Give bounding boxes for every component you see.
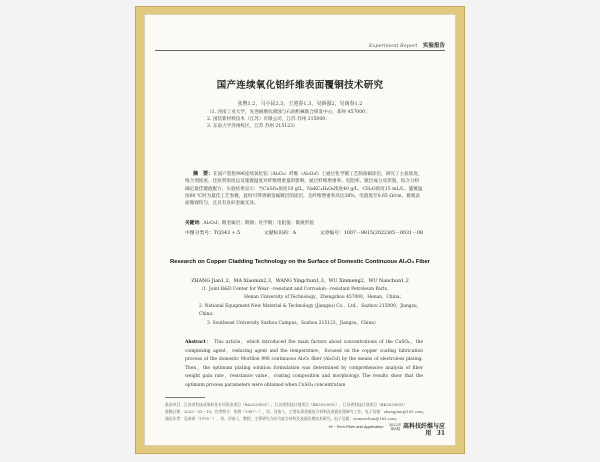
keywords-text: Al₂O₃f；镀金属层；镀铜；化学镀；电阻值；微观形貌 [203, 221, 314, 226]
page-footer [325, 423, 445, 437]
journal-issue: 第5期 [390, 427, 400, 431]
page-number: 31 [436, 430, 445, 437]
document-code: 文献标识码：A [263, 231, 297, 236]
paper-title-en: Research on Copper Cladding Technology on the Surface of Domestic Continuous Al₂O₃ Fiber [169, 259, 431, 265]
header-rule [155, 50, 445, 51]
author-list-en: ZHANG Jian1,2，MA Xiaomin2,3，WANG Yingchun1,3，WU Xinmeng2，WU Nanchun1,2 [191, 279, 409, 284]
clc-number: 中图分类号：TQ343 +.5 [185, 231, 241, 236]
footnote-received: 收稿日期：2022－01－10；作者简介：张煦（1987－），男，河南人，主要从事金属复合材料及表面处理研究工作。电子信箱：zhangjian@163.com。 [165, 409, 427, 414]
abstract-label-en: Abstract： [185, 340, 212, 345]
keywords-label: 关键词： [185, 221, 204, 226]
abstract-text: 在国产莫伦996连续氧化铝（Al₂O₃）纤维（Al₂O₃f）上通过化学镀工艺制备铜涂层，研究了主盐浓度、络合剂浓度、还原剂浓度以及施镀温度对纤维增重量的影响，通过纤维增重率、电阻率、镀层成分及形貌，综合分析确定最佳镀液配方，实验结果显示：当CuSO₄浓度10 g/L、NaKC₄H₄O₆浓度40 g/L、CH₂O浓度15 mL/L、施镀温度60 ℃时为最佳工艺参数，此时可得到铜金属镀层的涂层，且纤维增重率高达38%，电阻低至0.65 Ω/cm，微观表面微观均匀，且具有良好金属光泽。 [185, 172, 423, 207]
section-label-cn: 实验报告 [422, 43, 445, 49]
affiliation-line-en: 2. National Equipment New Material & Technology (Jiangsu) Co.，Ltd.，Suzhou 215000，Jiangsu，China； [199, 303, 422, 318]
running-header [369, 41, 445, 49]
affiliation-line-en: （1. Joint R&D Center for Wear－resistant and Corrosion－resistant Petroleum Parts， [199, 287, 392, 292]
keywords-cn [185, 220, 423, 226]
footnote-rule [165, 397, 205, 398]
abstract-text-en: This article，which introduced the main factors about concentrations of the CuSO₄，the complexing agent，reducing agent and the temperature，focused on the copper coating fabrication process of the domestic Morillon 996 continuous Al₂O₃ fiber (Al₂O₃f) by the means of electroless plating. Then，the optimum plating solution formulation was determined by comprehensive analysis of fiber weight gain rate，resistance value，coating composition and morphology. The results show that the optimum process parameters were obtained when CuSO₄ concentration [185, 340, 423, 388]
affiliation-line-en: 3. Southeast University Suzhou Campus，Suzhou 215123，Jiangsu，China） [207, 320, 379, 326]
affiliations-en [199, 286, 429, 328]
affiliation-line: 2. 国装新材料技术（江苏）有限公司，江苏 苏州 215000； [207, 117, 330, 123]
journal-name-en: Hi－Tech Fiber and Application [328, 424, 384, 429]
author-list: 张煦1,2，马小民2,3，王迎春1,3，吴新强2，吴南春1,2 [237, 101, 363, 107]
affiliation-line: 3. 东南大学苏州校区，江苏 苏州 215123） [207, 124, 298, 130]
paper-title: 国产连续氧化铝纤维表面覆铜技术研究 [216, 80, 384, 91]
footnote-funding: 基金项目：江苏省科技成果转化专项资金项目（BA2020051），江苏省科技计划项目（BE2020091），江苏省科技计划项目（BK2020091） [165, 402, 408, 407]
journal-name-cn: 高科技纤维与应用 [402, 423, 445, 437]
classification-line [185, 229, 423, 236]
affiliation-line: （1. 河南工业大学，先进耐磨抗腐蚀与石油机械联合研发中心，郑州 457000； [207, 110, 370, 115]
section-label-en: Experiment Report [368, 43, 418, 49]
affiliations [207, 109, 407, 131]
affiliation-line-en: Henan University of Technology，Zhengzhou 457000，Henan，China； [244, 295, 404, 301]
article-number: 文章编号：1007－9815(2022)05－0031－08 [319, 231, 423, 236]
abstract-en [185, 339, 423, 391]
footnotes [165, 401, 441, 422]
journal-year: 2022年 [388, 423, 402, 427]
footnote-correspondence: 通讯作者：吴南春（1978－），男，河南人，教授，主要研究方向为复合材料及表面处理技术研究。电子信箱：wunanchun@163.com。 [165, 416, 400, 421]
abstract-label: 摘 要： [193, 171, 214, 177]
paper-page [144, 14, 456, 446]
abstract-cn [185, 171, 423, 207]
